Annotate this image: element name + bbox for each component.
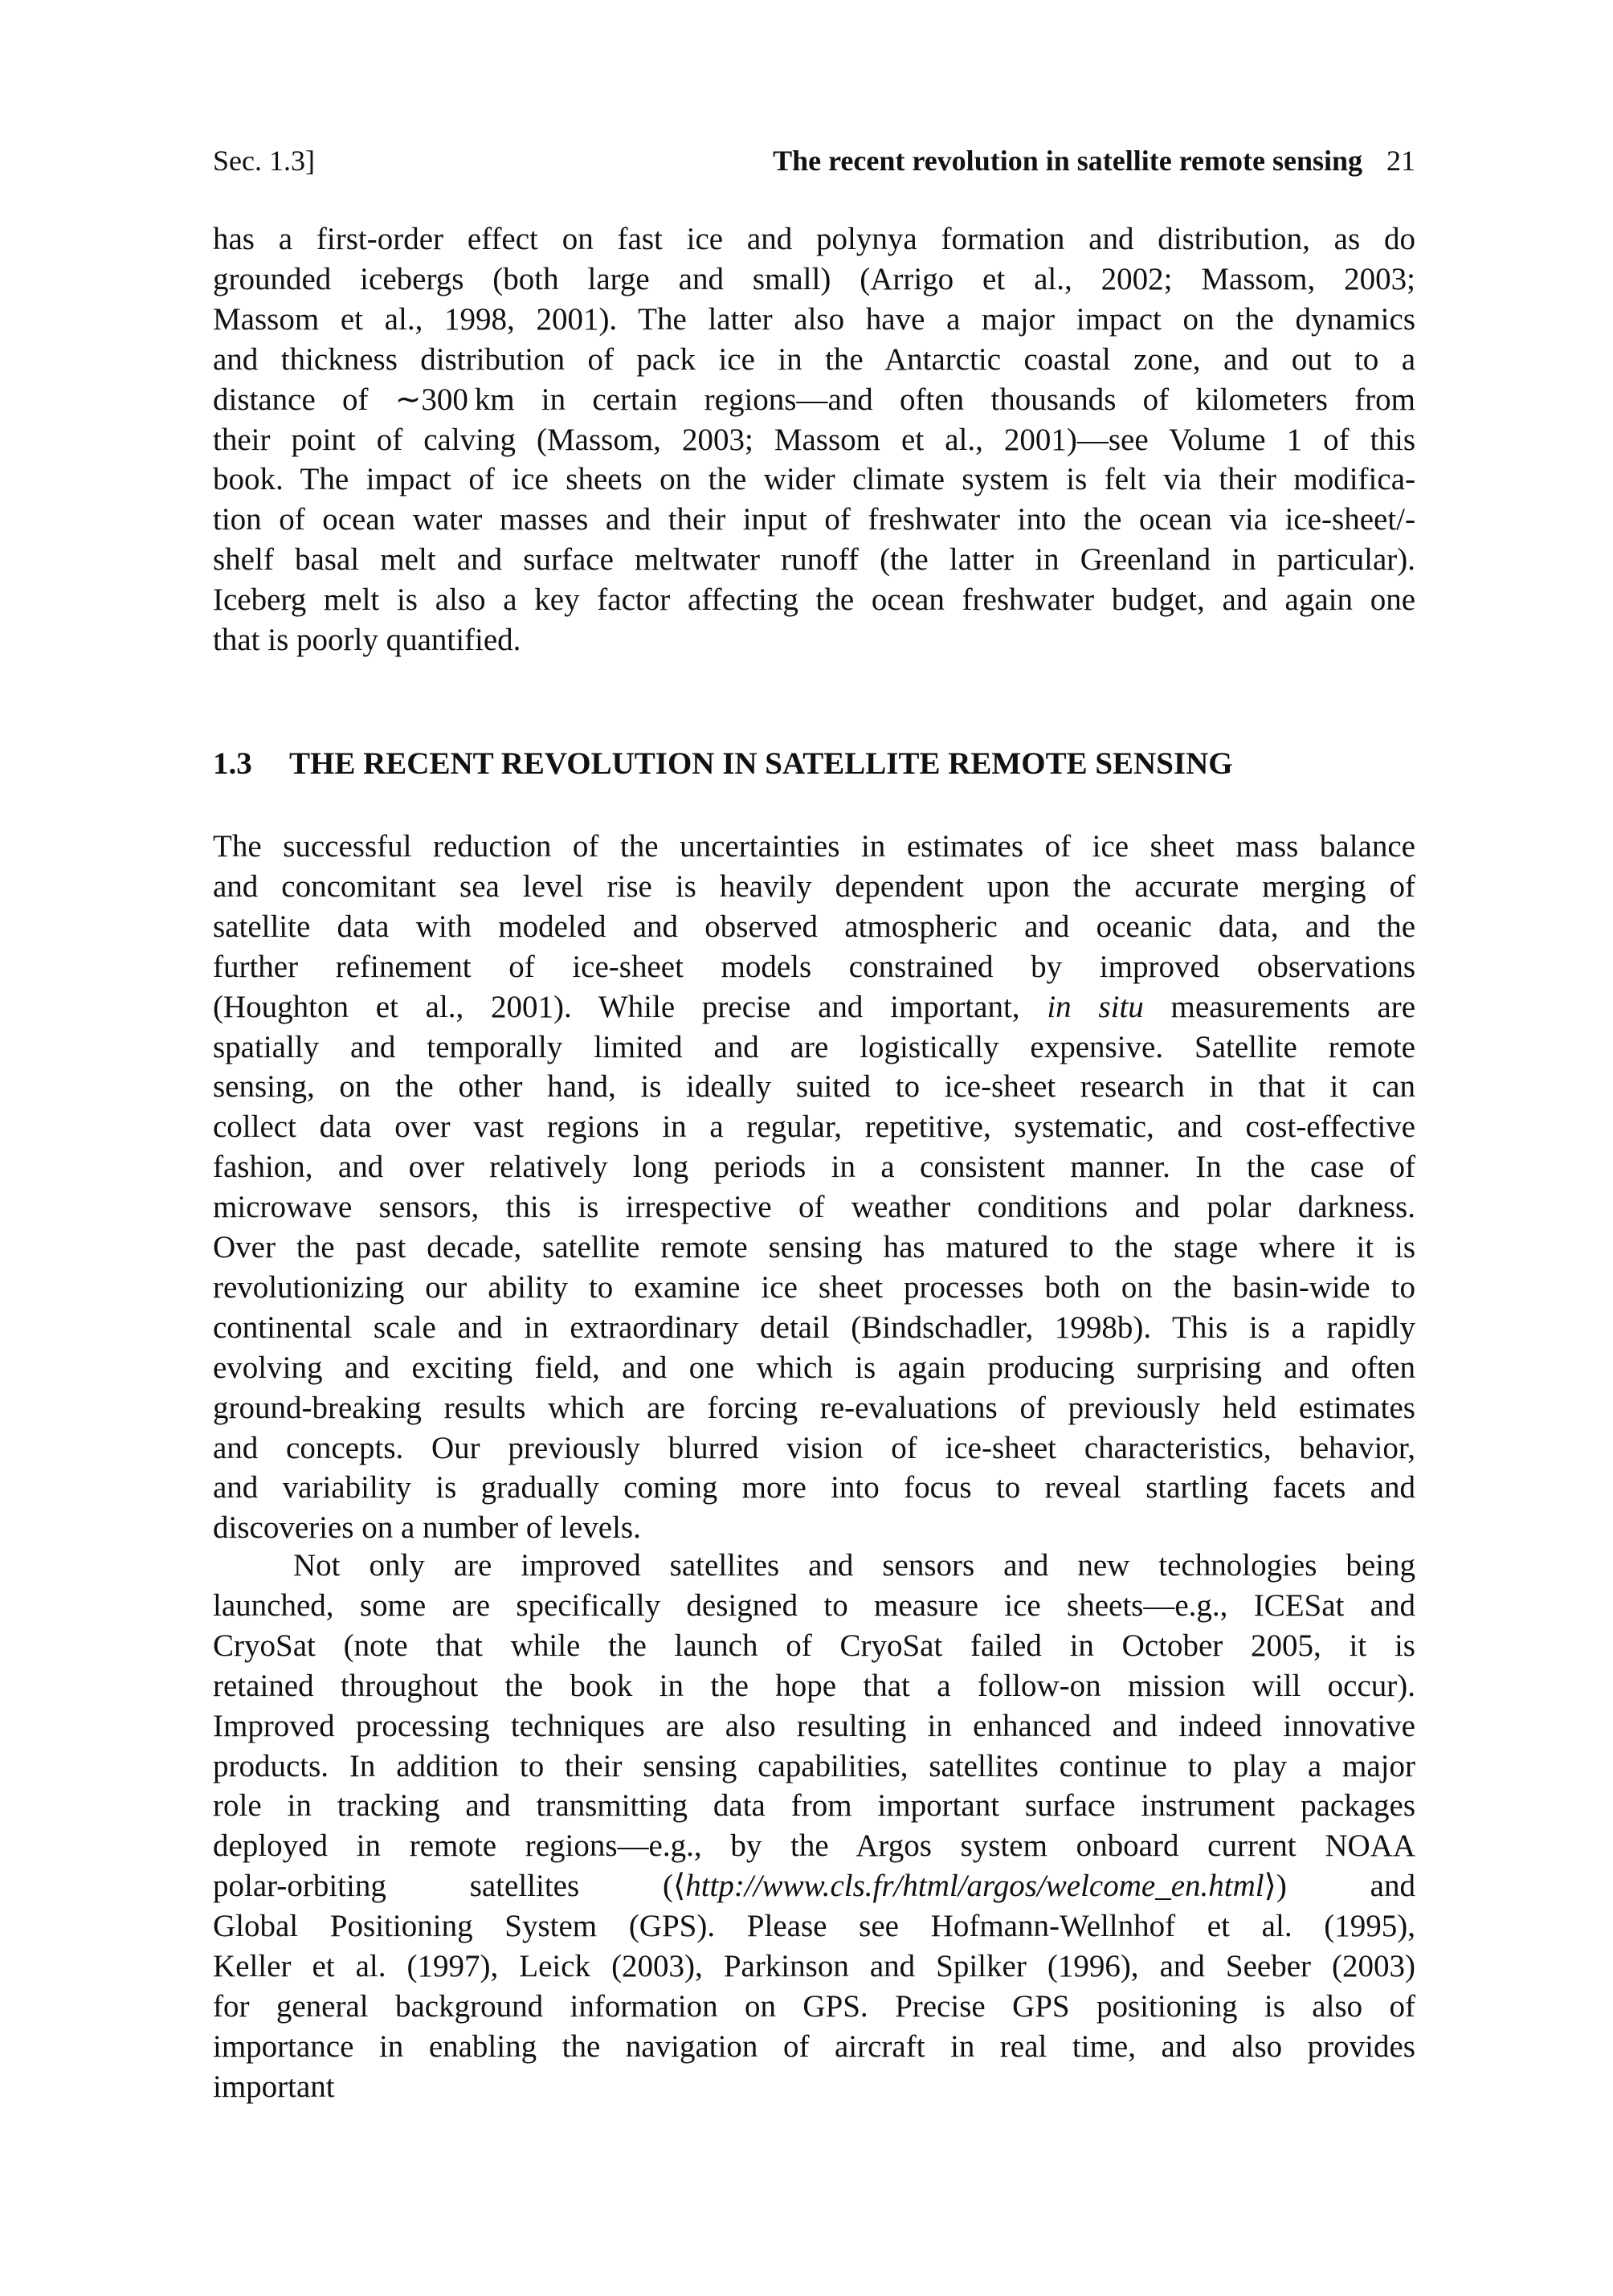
text-line: important (213, 2069, 335, 2104)
text-line: has a first-order effect on fast ice and polynya formation and distribution, as do (213, 222, 1415, 256)
section-number: 1.3 (213, 746, 252, 781)
text-line: ground-breaking results which are forcing re-evaluations of previously held estimates (213, 1390, 1415, 1425)
text-line: and thickness distribution of pack ice in the Antarctic coastal zone, and out to a (213, 341, 1415, 377)
page-number: 21 (1386, 145, 1415, 177)
text-line: collect data over vast regions in a regular, repetitive, systematic, and cost-effective (213, 1109, 1415, 1145)
text-line: Keller et al. (1997), Leick (2003), Parkinson and Spilker (1996), and Seeber (2003) (213, 1949, 1415, 1983)
text-line: tion of ocean water masses and their input of freshwater into the ocean via ice-sheet/- (213, 502, 1415, 537)
text-segment: polar-orbiting satellites (⟨ (213, 1869, 686, 1904)
text-line: grounded icebergs (both large and small) (Arrigo et al., 2002; Massom, 2003; (213, 261, 1415, 296)
text-line: microwave sensors, this is irrespective of weather conditions and polar darkness. (213, 1190, 1415, 1225)
text-line: and concepts. Our previously blurred vision of ice-sheet characteristics, behavior, (213, 1430, 1415, 1465)
text-line: discoveries on a number of levels. (213, 1510, 641, 1546)
text-segment: measurements are (1143, 989, 1415, 1024)
text-line: role in tracking and transmitting data from important surface instrument packages (213, 1788, 1415, 1824)
text-line: launched, some are specifically designed to measure ice sheets—e.g., ICESat and (213, 1587, 1415, 1623)
text-line: The successful reduction of the uncertainties in estimates of ice sheet mass balance (213, 829, 1415, 864)
italic-term: in situ (1047, 989, 1144, 1024)
url-link[interactable]: http://www.cls.fr/html/argos/welcome_en.html (685, 1869, 1264, 1904)
text-line: spatially and temporally limited and are logistically expensive. Satellite remote (213, 1029, 1415, 1064)
section-heading (213, 744, 1233, 784)
text-line: retained throughout the book in the hope that a follow-on mission will occur). (213, 1668, 1415, 1703)
text-line: satellite data with modeled and observed atmospheric and oceanic data, and the (213, 909, 1415, 944)
text-line: products. In addition to their sensing capabilities, satellites continue to play a major (213, 1748, 1415, 1783)
text-line: fashion, and over relatively long periods in a consistent manner. In the case of (213, 1150, 1415, 1185)
text-line: CryoSat (note that while the launch of CryoSat failed in October 2005, it is (213, 1628, 1415, 1663)
text-line: Improved processing techniques are also resulting in enhanced and indeed innovative (213, 1708, 1415, 1743)
text-line: evolving and exciting field, and one which is again producing surprising and often (213, 1350, 1415, 1385)
text-line: Iceberg melt is also a key factor affecting the ocean freshwater budget, and again one (213, 582, 1415, 618)
text-line: Not only are improved satellites and sensors and new technologies being (293, 1548, 1415, 1583)
section-title: THE RECENT REVOLUTION IN SATELLITE REMOTE SENSING (289, 746, 1233, 781)
running-title: The recent revolution in satellite remote sensing (773, 145, 1362, 177)
text-line: deployed in remote regions—e.g., by the Argos system onboard current NOAA (213, 1828, 1415, 1864)
text-line: distance of ∼300 km in certain regions—and often thousands of kilometers from (213, 382, 1415, 417)
text-line (213, 987, 1415, 1027)
text-segment: ⟩) and (1264, 1869, 1415, 1904)
text-line: sensing, on the other hand, is ideally suited to ice-sheet research in that it can (213, 1069, 1415, 1105)
text-line: revolutionizing our ability to examine ice sheet processes both on the basin-wide to (213, 1269, 1415, 1305)
text-line: importance in enabling the navigation of aircraft in real time, and also provides (213, 2028, 1415, 2064)
text-line: shelf basal melt and surface meltwater runoff (the latter in Greenland in particular). (213, 542, 1415, 578)
text-line: and concomitant sea level rise is heavily dependent upon the accurate merging of (213, 868, 1415, 904)
running-header (773, 143, 1415, 178)
text-line: further refinement of ice-sheet models constrained by improved observations (213, 949, 1415, 984)
text-line: and variability is gradually coming more into focus to reveal startling facets and (213, 1470, 1415, 1505)
text-line: their point of calving (Massom, 2003; Massom et al., 2001)—see Volume 1 of this (213, 422, 1415, 457)
text-line (213, 1866, 1415, 1906)
text-line: Global Positioning System (GPS). Please see Hofmann-Wellnhof et al. (1995), (213, 1909, 1415, 1944)
text-line: continental scale and in extraordinary detail (Bindschadler, 1998b). This is a rapidly (213, 1309, 1415, 1345)
text-segment: (Houghton et al., 2001). While precise and important, (213, 989, 1047, 1024)
text-line: that is poorly quantified. (213, 623, 521, 657)
text-line: book. The impact of ice sheets on the wider climate system is felt via their modifica- (213, 462, 1415, 497)
text-line: Over the past decade, satellite remote sensing has matured to the stage where it is (213, 1230, 1415, 1264)
section-label: Sec. 1.3] (213, 145, 315, 177)
text-line: for general background information on GPS. Precise GPS positioning is also of (213, 1988, 1415, 2024)
text-line: Massom et al., 1998, 2001). The latter also have a major impact on the dynamics (213, 301, 1415, 337)
